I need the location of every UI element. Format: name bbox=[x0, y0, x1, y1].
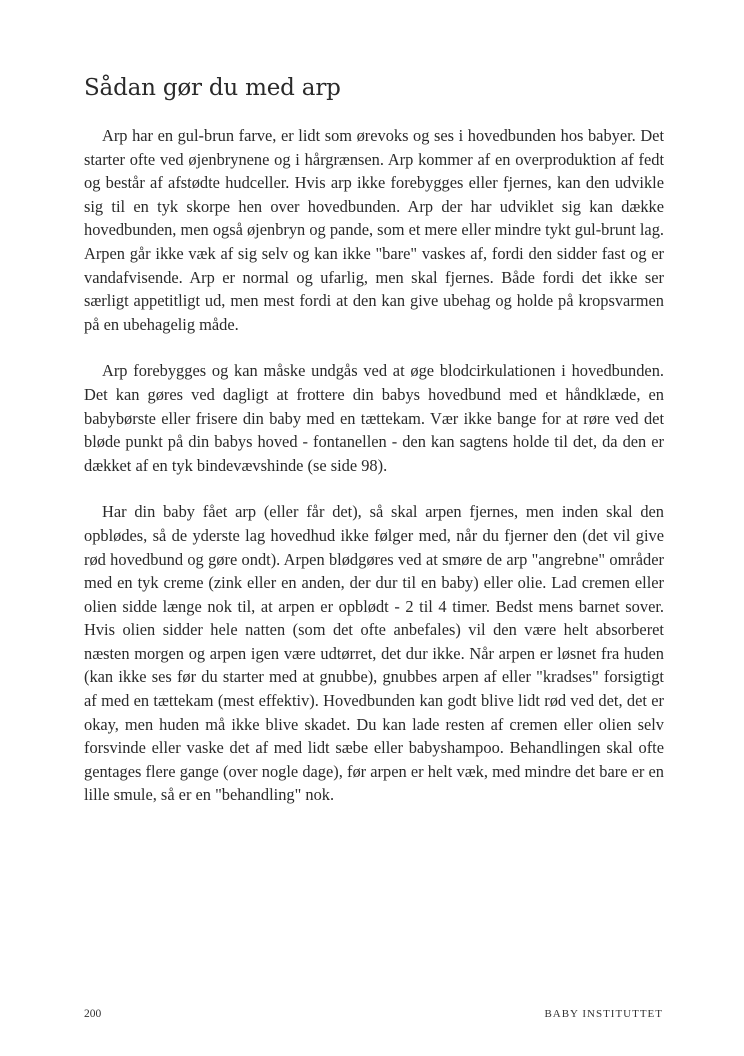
body-text bbox=[84, 124, 664, 830]
paragraph-3: Har din baby fået arp (eller får det), så skal arpen fjernes, men inden skal den opblødes, så de yderste lag hovedhud ikke følger med, når du fjerner den (det vil give rød hovedbund og gøre ondt). Arpen blødgøres ved at smøre de arp "angrebne" områder med en tyk creme (zink eller en anden, der dur til en baby) eller olie. Lad cremen eller olien sidde længe nok til, at arpen er opblødt - 2 til 4 timer. Bedst mens barnet sover. Hvis olien sidder hele natten (som det ofte anbefales) vil den være helt absorberet næsten morgen og arpen igen være udtørret, det dur ikke. Når arpen er løsnet fra huden (kan ikke ses før du starter med at gnubbe), gnubbes arpen af eller "kradses" forsigtigt af med en tættekam (mest effektiv). Hovedbunden kan godt blive lidt rød ved det, det er okay, men huden må ikke blive skadet. Du kan lade resten af cremen eller olien selv forsvinde eller vaske det af med lidt sæbe eller babyshampoo. Behandlingen skal ofte gentages flere gange (over nogle dage), før arpen er helt væk, med mindre det bare er en lille smule, så er en "behandling" nok. bbox=[84, 502, 664, 805]
paragraph-2: Arp forebygges og kan måske undgås ved at øge blodcirkulationen i hovedbunden. Det kan gøres ved dagligt at frottere din babys hovedbund med et håndklæde, en babybørste eller frisere din baby med en tættekam. Vær ikke bange for at røre ved det bløde punkt på din babys hoved - fontanellen - den kan sagtens holde til det, da den er dækket af en tyk bindevævshinde (se side 98). bbox=[84, 361, 664, 475]
page-heading: Sådan gør du med arp bbox=[84, 75, 341, 101]
running-footer-title: BABY INSTITUTTET bbox=[544, 1008, 663, 1020]
page-number: 200 bbox=[84, 1008, 102, 1020]
paragraph-1: Arp har en gul-brun farve, er lidt som ørevoks og ses i hovedbunden hos babyer. Det starter ofte ved øjenbrynene og i hårgrænsen. Arp kommer af en overproduktion af fedt og består af afstødte hudceller. Hvis arp ikke forebygges eller fjernes, kan den udvikle sig til en tyk skorpe hen over hovedbunden. Arp der har udviklet sig kan dække hovedbunden, men også øjenbryn og pande, som et mere eller mindre tykt gul-brunt lag. Arpen går ikke væk af sig selv og kan ikke "bare" vaskes af, fordi den sidder fast og er vandafvisende. Arp er normal og ufarlig, men skal fjernes. Både fordi det ikke ser særligt appetitligt ud, men mest fordi at den kan give ubehag og holde på kropsvarmen på en ubehagelig måde. bbox=[84, 126, 664, 334]
